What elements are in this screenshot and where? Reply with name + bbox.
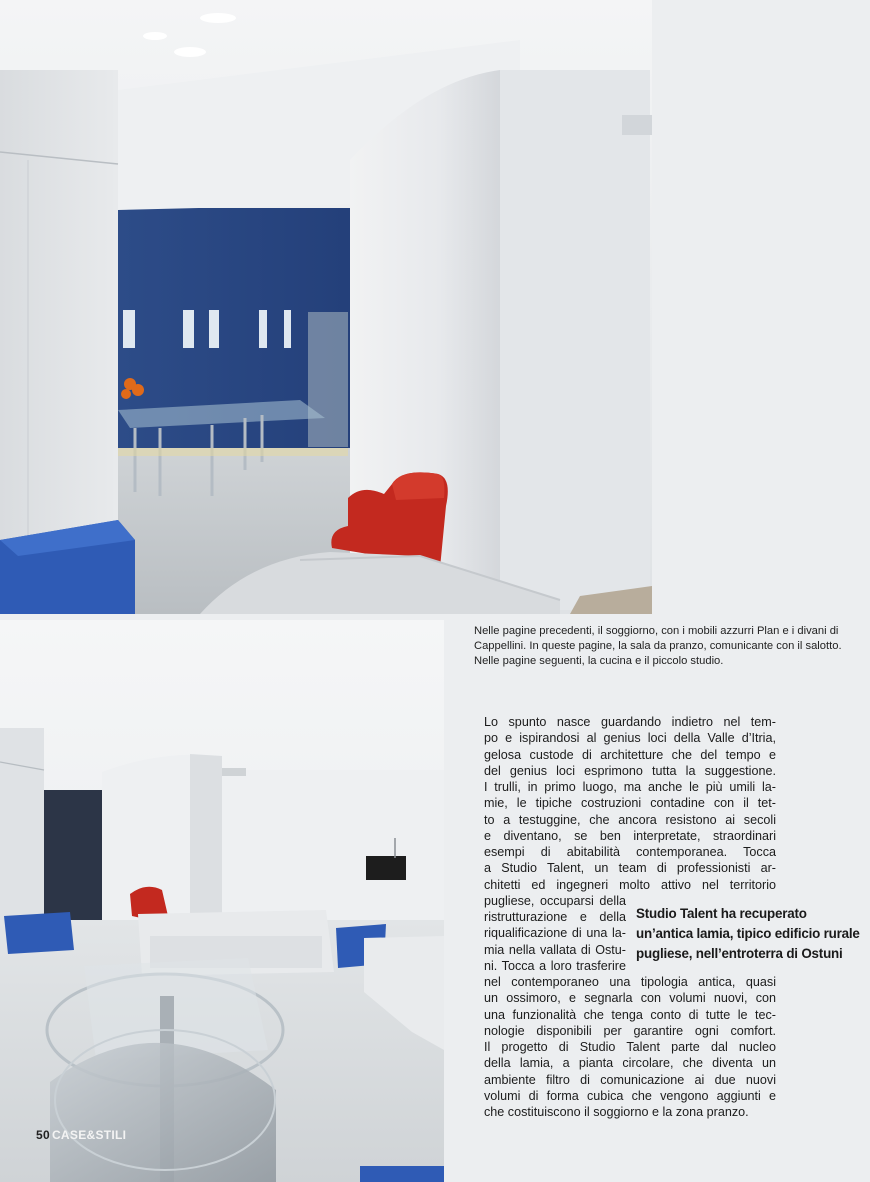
body-line: pugliese, occuparsi della bbox=[484, 893, 626, 908]
body-line: to a testuggine, che ancora resistono ai secoli bbox=[484, 812, 776, 827]
pull-quote-line: Studio Talent ha recuperato bbox=[636, 906, 807, 921]
body-line: Il progetto di Studio Talent parte dal nucleo bbox=[484, 1040, 776, 1054]
body-line: gelosa custode di architetture che del tempo e bbox=[484, 747, 776, 762]
page-number: 50 bbox=[36, 1128, 50, 1142]
body-line: chitetti ed ingegneri molto attivo nel territorio bbox=[484, 877, 776, 892]
pull-quote-line: pugliese, nell’entroterra di Ostuni bbox=[636, 946, 843, 961]
body-line: ristrutturazione e della bbox=[484, 910, 626, 924]
body-line: un ossimoro, e segnarla con volumi nuovi, con bbox=[484, 991, 776, 1006]
body-line: I trulli, in primo luogo, ma anche le più umili la- bbox=[484, 780, 776, 794]
magazine-name: CASE&STILI bbox=[51, 1128, 127, 1142]
body-line: mia nella vallata di Ostu- bbox=[484, 942, 626, 957]
caption-line: Nelle pagine seguenti, la cucina e il piccolo studio. bbox=[474, 655, 724, 667]
body-line: della lamia, a pianta circolare, che diventa un bbox=[484, 1056, 776, 1071]
body-line: nel contemporaneo una tipologia antica, quasi bbox=[484, 975, 776, 989]
body-line: una funzionalità che tenga conto di tutte le tec- bbox=[484, 1007, 776, 1022]
body-narrow-block bbox=[484, 893, 626, 974]
body-line: nologie disponibili per garantire ogni comfort. bbox=[484, 1023, 776, 1038]
body-line: ambiente filtro di comunicazione ai due nuovi bbox=[484, 1072, 776, 1087]
photo-caption bbox=[474, 624, 860, 669]
pull-quote-line: un’antica lamia, tipico edificio rurale bbox=[636, 926, 860, 941]
body-line: Lo spunto nasce guardando indietro nel tem- bbox=[484, 715, 776, 729]
body-line: po e ispirandosi al genius loci della Valle d’Itria, bbox=[484, 731, 776, 746]
body-line: mie, le tipiche costruzioni contadine con il tet- bbox=[484, 796, 776, 811]
body-line: volumi di forma cubica che vengono aggiunti e bbox=[484, 1088, 776, 1103]
pull-quote bbox=[636, 904, 866, 964]
living-room-photo bbox=[0, 620, 444, 1182]
body-line: del genius loci esprimono tutta la suggestione. bbox=[484, 763, 776, 778]
body-line: che costituiscono il soggiorno e la zona pranzo. bbox=[484, 1105, 749, 1119]
body-line: riqualificazione di una la- bbox=[484, 926, 626, 941]
page-folio bbox=[36, 1128, 126, 1142]
caption-line: Nelle pagine precedenti, il soggiorno, con i mobili azzurri Plan e i divani di bbox=[474, 625, 839, 637]
body-line: a Studio Talent, un team di professionisti ar- bbox=[484, 861, 776, 876]
body-line: ni. Tocca a loro trasferire bbox=[484, 958, 626, 973]
caption-line: Cappellini. In queste pagine, la sala da pranzo, comunicante con il salotto. bbox=[474, 640, 842, 652]
body-line: esempi di abitabilità contemporanea. Tocca bbox=[484, 845, 776, 859]
body-line: e diventano, se ben interpretate, straordinari bbox=[484, 828, 776, 843]
